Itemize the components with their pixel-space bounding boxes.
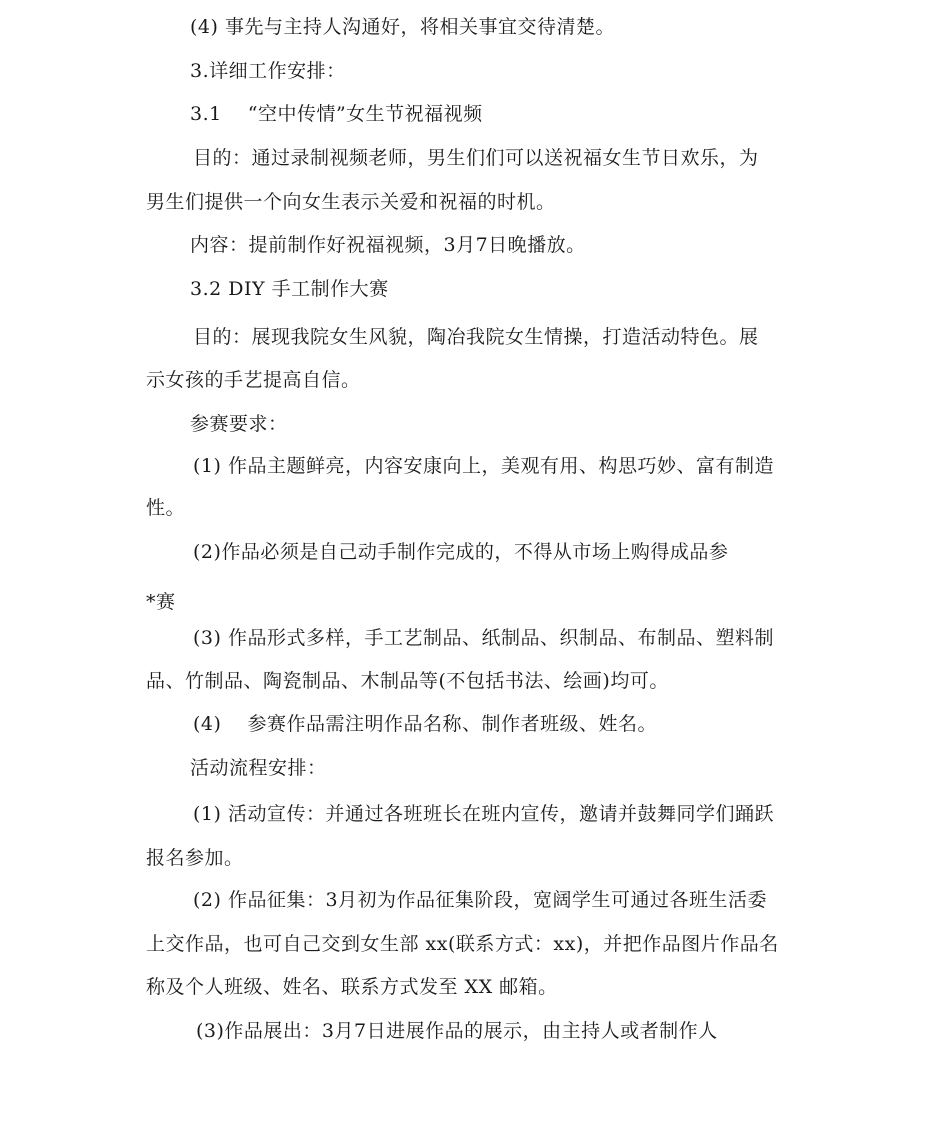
text-line: *赛 <box>146 591 176 613</box>
subsection-heading: 3.2 DIY 手工制作大赛 <box>190 278 389 300</box>
text-line: 称及个人班级、姓名、联系方式发至 XX 邮箱。 <box>146 976 558 998</box>
text-line: 报名参加。 <box>146 847 244 869</box>
text-line: 目的：通过录制视频老师，男生们们可以送祝福女生节日欢乐，为 <box>193 147 759 169</box>
text-line: (4) 事先与主持人沟通好，将相关事宜交待清楚。 <box>190 16 615 38</box>
text-line: (3) 作品形式多样，手工艺制品、纸制品、织制品、布制品、塑料制 <box>193 627 774 649</box>
text-line: (1) 作品主题鲜亮，内容安康向上，美观有用、构思巧妙、富有制造 <box>193 455 774 477</box>
text-line: (1) 活动宣传：并通过各班班长在班内宣传，邀请并鼓舞同学们踊跃 <box>193 803 774 825</box>
text-line: 男生们提供一个向女生表示关爱和祝福的时机。 <box>146 191 556 213</box>
text-line: 内容：提前制作好祝福视频，3月7日晚播放。 <box>190 234 586 256</box>
text-line: (2)作品必须是自己动手制作完成的，不得从市场上购得成品参 <box>193 541 729 563</box>
text-line: 品、竹制品、陶瓷制品、木制品等(不包括书法、绘画)均可。 <box>146 670 669 692</box>
text-line: 参赛要求： <box>190 413 288 435</box>
text-line: 目的：展现我院女生风貌，陶冶我院女生情操，打造活动特色。展 <box>193 326 759 348</box>
subsection-heading: 3.1 “空中传情”女生节祝福视频 <box>190 103 483 125</box>
text-line: (4) 参赛作品需注明作品名称、制作者班级、姓名。 <box>193 713 657 735</box>
text-line: (2) 作品征集：3月初为作品征集阶段，宽阔学生可通过各班生活委 <box>193 889 768 911</box>
text-line: 性。 <box>146 497 186 519</box>
text-line: (3)作品展出：3月7日进展作品的展示，由主持人或者制作人 <box>196 1020 718 1042</box>
text-line: 活动流程安排： <box>190 757 327 779</box>
section-heading: 3.详细工作安排： <box>190 60 346 82</box>
text-line: 示女孩的手艺提高自信。 <box>146 369 361 391</box>
text-line: 上交作品，也可自己交到女生部 xx(联系方式：xx)，并把作品图片作品名 <box>146 933 779 955</box>
